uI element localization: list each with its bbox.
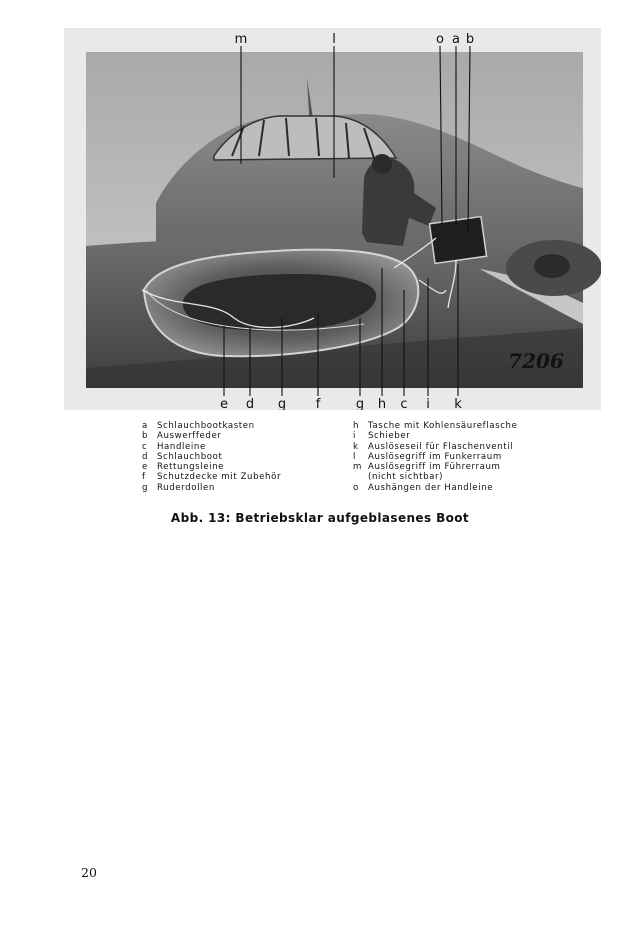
aircraft-boat-photo [64, 28, 601, 410]
legend-item: d Schlauchboot [142, 451, 223, 462]
legend-item: f Schutzdecke mit Zubehör [142, 472, 282, 483]
label-bottom-h: h [377, 397, 387, 410]
plate-number: 7206 [508, 349, 564, 373]
label-top-l: l [332, 32, 336, 47]
label-bottom-g2: g [355, 397, 365, 410]
legend-item: e Rettungsleine [142, 462, 225, 473]
label-bottom-f: f [315, 397, 321, 410]
legend-item: c Handleine [142, 441, 206, 452]
label-bottom-c: c [400, 397, 408, 410]
page-number: 20 [81, 865, 97, 880]
boat-compartment [429, 217, 486, 264]
legend-item: o Aushängen der Handleine [353, 482, 494, 493]
label-bottom-k: k [454, 397, 462, 410]
label-top-a: a [452, 32, 460, 47]
legend-item: b Auswerffeder [142, 431, 222, 442]
legend-item: l Auslösegriff im Funkerraum [353, 451, 502, 462]
label-top-o: o [436, 32, 444, 47]
legend-left [142, 421, 342, 493]
legend-item: (nicht sichtbar) [368, 472, 444, 483]
label-bottom-g1: g [277, 397, 287, 410]
legend-right [353, 421, 553, 493]
legend-item: h Tasche mit Kohlensäureflasche [353, 421, 518, 431]
legend-item: g Ruderdollen [142, 482, 215, 493]
label-top-m: m [234, 32, 248, 47]
label-bottom-e: e [220, 397, 228, 410]
label-top-b: b [465, 32, 475, 47]
legend-item: i Schieber [353, 431, 411, 442]
legend-item: a Schlauchbootkasten [142, 421, 255, 431]
figure-caption: Abb. 13: Betriebsklar aufgeblasenes Boot [170, 511, 470, 525]
legend-item: m Auslösegriff im Führerraum [353, 462, 501, 473]
figure-photo [64, 28, 601, 410]
legend-item: k Auslöseseil für Flaschenventil [353, 441, 514, 452]
label-bottom-i: i [426, 397, 430, 410]
label-bottom-d: d [245, 397, 255, 410]
